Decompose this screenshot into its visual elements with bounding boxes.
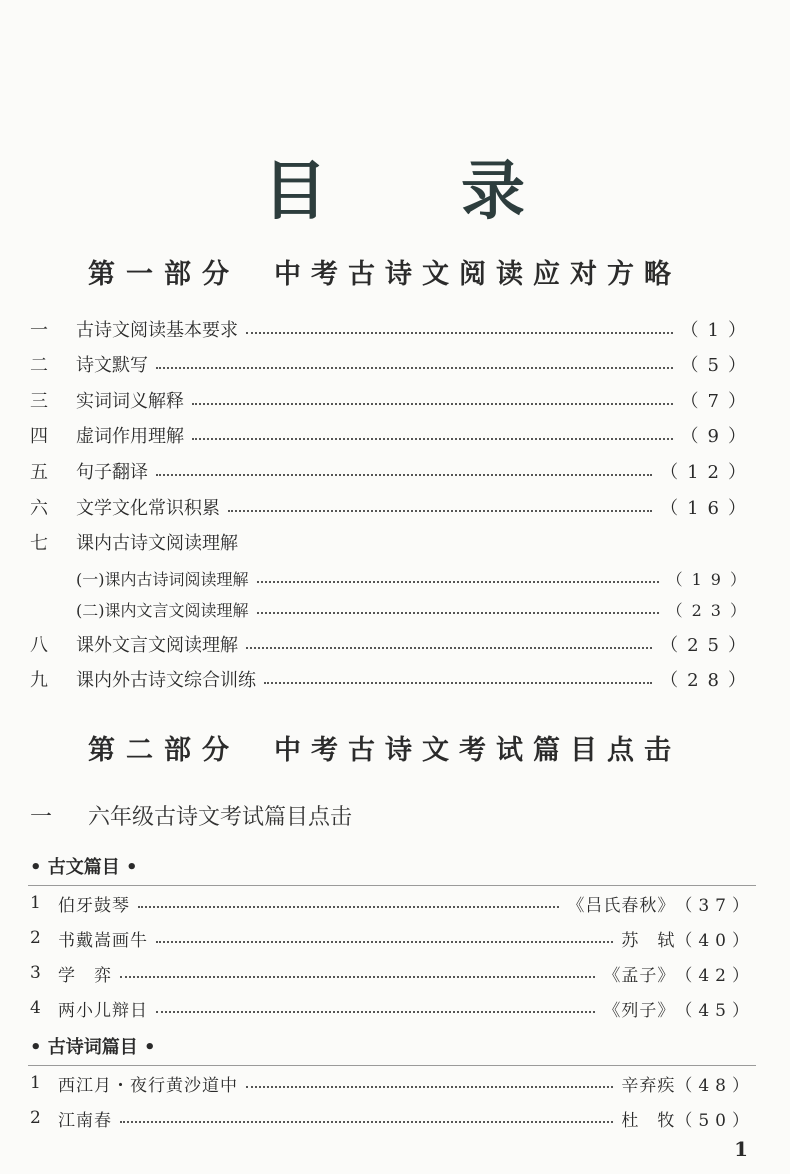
work-number: 2: [30, 928, 41, 948]
page-title: [0, 140, 790, 232]
dot-leader: [156, 474, 652, 476]
toc-entry-number: 九: [30, 670, 48, 691]
dot-leader: [120, 1121, 613, 1123]
work-title: 书戴嵩画牛: [58, 930, 148, 951]
toc-entry-label: (二)课内文言文阅读理解: [76, 600, 249, 620]
part-2-name: 中考古诗文考试篇目点击: [274, 735, 681, 766]
toc-entry[interactable]: [30, 385, 755, 415]
dot-leader: [156, 941, 613, 943]
toc-entry-label: 文学文化常识积累: [76, 498, 220, 519]
dot-leader: [192, 438, 673, 440]
work-title: 两小儿辩日: [58, 1000, 148, 1021]
toc-entry[interactable]: [30, 314, 755, 344]
work-entry[interactable]: [30, 1068, 755, 1098]
dot-leader: [246, 1086, 613, 1088]
part-2-heading: [88, 728, 728, 767]
work-entry[interactable]: [30, 923, 755, 953]
title-char-1: 目: [263, 155, 329, 229]
work-number: 1: [30, 1073, 41, 1093]
toc-entry-number: 二: [30, 355, 48, 376]
toc-entry[interactable]: [30, 664, 755, 694]
work-page: （48）: [675, 1075, 755, 1096]
toc-entry-label: 实词词义解释: [76, 391, 184, 412]
section-heading: [30, 800, 352, 831]
toc-entry-page: （23）: [666, 600, 755, 620]
work-entry[interactable]: [30, 1103, 755, 1133]
toc-entry-number: 四: [30, 426, 48, 447]
toc-subentry[interactable]: [76, 594, 755, 624]
dot-leader: [138, 906, 559, 908]
work-entry[interactable]: [30, 958, 755, 988]
dot-leader: [120, 976, 595, 978]
work-source: 《列子》: [603, 1000, 676, 1021]
toc-entry-number: 八: [30, 635, 48, 656]
page-number: 1: [734, 1137, 748, 1161]
work-number: 3: [30, 963, 41, 983]
toc-entry-page: （5）: [680, 355, 755, 376]
toc-entry-page: （16）: [660, 498, 755, 519]
work-page: （37）: [675, 895, 755, 916]
toc-entry-page: （9）: [680, 426, 755, 447]
toc-entry[interactable]: [30, 456, 755, 486]
work-source: 杜 牧: [621, 1110, 676, 1131]
toc-entry-label: 课内古诗文阅读理解: [76, 533, 238, 554]
dot-leader: [257, 612, 659, 614]
part-1-name: 中考古诗文阅读应对方略: [274, 259, 681, 290]
part-1-heading: [88, 252, 728, 291]
title-char-2: 录: [461, 155, 527, 229]
group-heading-poetry: • 古诗词篇目 •: [30, 1037, 156, 1058]
toc-entry-page: （12）: [660, 462, 755, 483]
work-page: （50）: [675, 1110, 755, 1131]
work-source: 《孟子》: [603, 965, 676, 986]
toc-entry-number: 一: [30, 320, 48, 341]
toc-entry[interactable]: [30, 492, 755, 522]
toc-entry[interactable]: [30, 629, 755, 659]
toc-entry-number: 三: [30, 391, 48, 412]
work-number: 2: [30, 1108, 41, 1128]
toc-entry-label: 课内外古诗文综合训练: [76, 670, 256, 691]
work-page: （45）: [675, 1000, 755, 1021]
part-2-number: 第二部分: [88, 735, 240, 766]
section-number: 一: [30, 805, 53, 830]
work-source: 苏 轼: [621, 930, 676, 951]
dot-leader: [257, 581, 659, 583]
toc-entry-page: （1）: [680, 320, 755, 341]
work-number: 4: [30, 998, 41, 1018]
toc-entry-page: （25）: [660, 635, 755, 656]
work-title: 江南春: [58, 1110, 112, 1131]
work-entry[interactable]: [30, 993, 755, 1023]
toc-entry[interactable]: [30, 527, 755, 557]
group-heading-prose: • 古文篇目 •: [30, 857, 138, 878]
work-title: 伯牙鼓琴: [58, 895, 130, 916]
toc-entry-number: 七: [30, 533, 48, 554]
toc-entry-page: （19）: [666, 569, 755, 589]
toc-entry-number: 五: [30, 462, 48, 483]
toc-entry[interactable]: [30, 420, 755, 450]
work-entry[interactable]: [30, 888, 755, 918]
dot-leader: [192, 403, 673, 405]
toc-entry-number: 六: [30, 498, 48, 519]
toc-entry-label: 句子翻译: [76, 462, 148, 483]
toc-entry-label: 诗文默写: [76, 355, 148, 376]
dot-leader: [246, 332, 673, 334]
toc-entry-label: 虚词作用理解: [76, 426, 184, 447]
work-source: 《吕氏春秋》: [567, 895, 676, 916]
work-number: 1: [30, 893, 41, 913]
part-1-number: 第一部分: [88, 259, 240, 290]
toc-entry-page: （7）: [680, 391, 755, 412]
work-source: 辛弃疾: [621, 1075, 676, 1096]
work-title: 学 弈: [58, 965, 112, 986]
dot-leader: [228, 510, 652, 512]
toc-subentry[interactable]: [76, 563, 755, 593]
dot-leader: [246, 647, 652, 649]
dot-leader: [264, 682, 652, 684]
divider: [28, 885, 756, 886]
dot-leader: [156, 367, 673, 369]
work-title: 西江月・夜行黄沙道中: [58, 1075, 238, 1096]
toc-entry-label: 课外文言文阅读理解: [76, 635, 238, 656]
toc-entry[interactable]: [30, 349, 755, 379]
work-page: （42）: [675, 965, 755, 986]
toc-entry-label: (一)课内古诗词阅读理解: [76, 569, 249, 589]
toc-entry-label: 古诗文阅读基本要求: [76, 320, 238, 341]
divider: [28, 1065, 756, 1066]
dot-leader: [156, 1011, 595, 1013]
toc-entry-page: （28）: [660, 670, 755, 691]
work-page: （40）: [675, 930, 755, 951]
section-label: 六年级古诗文考试篇目点击: [88, 805, 353, 830]
